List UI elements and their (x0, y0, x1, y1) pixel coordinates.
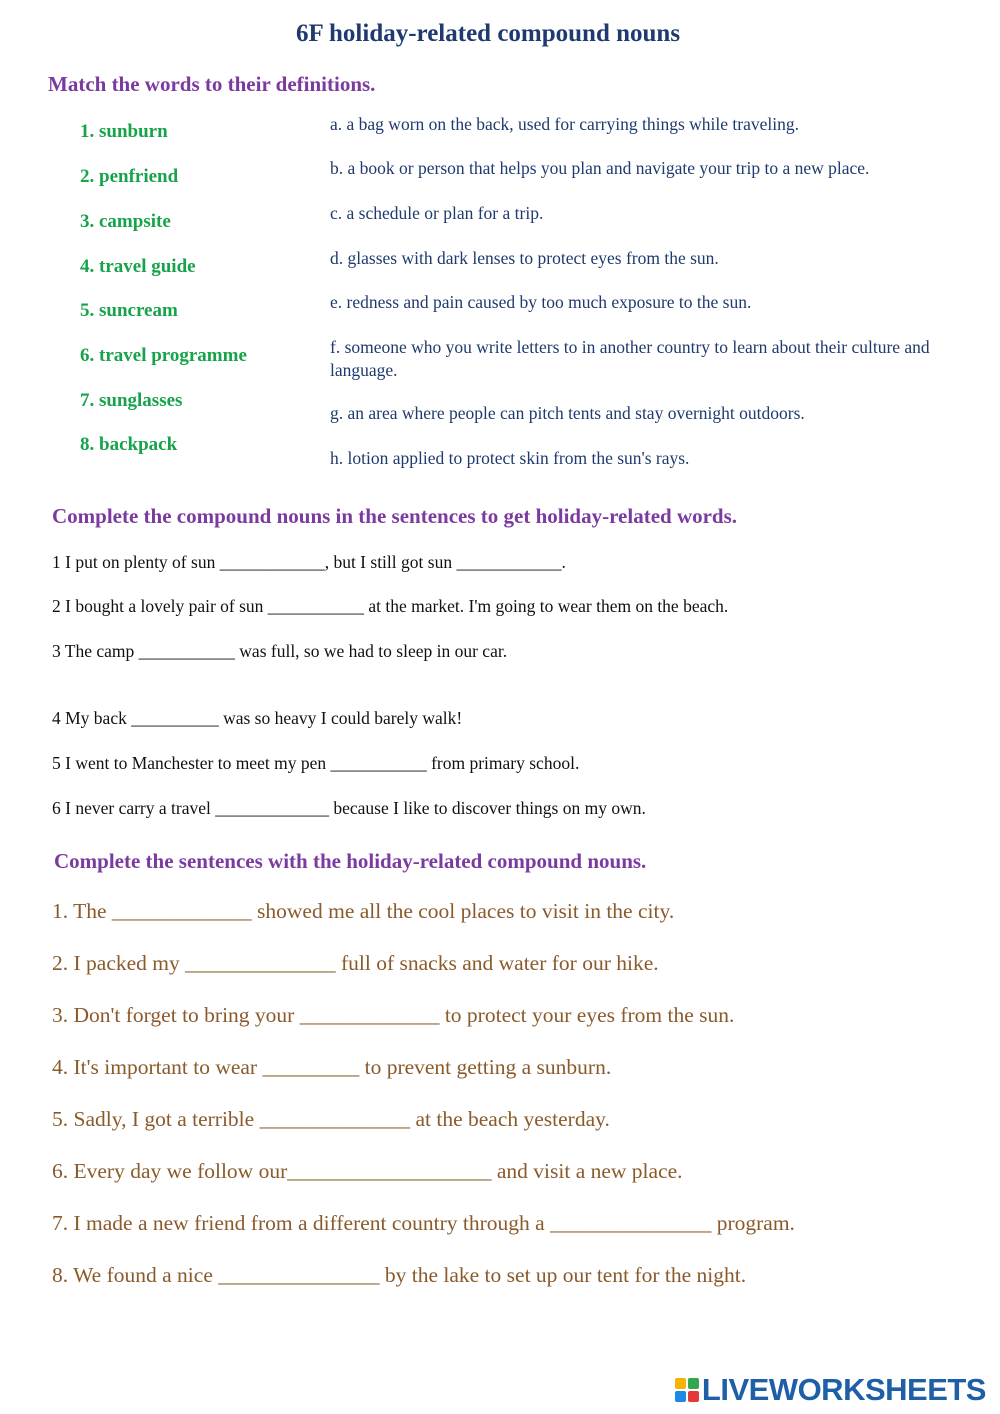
word-item: 6. travel programme (80, 345, 247, 366)
section-heading-match: Match the words to their definitions. (48, 72, 376, 96)
word-item: 2. penfriend (80, 166, 179, 187)
word-item: 3. campsite (80, 211, 171, 232)
section-heading-complete: Complete the sentences with the holiday-related compound nouns. (54, 849, 647, 873)
sentence-item: 3 The camp ___________ was full, so we had to sleep in our car. (52, 641, 508, 661)
sentence-item: 2. I packed my ______________ full of snacks and water for our hike. (52, 951, 659, 975)
sentence-item: 3. Don't forget to bring your _____________ to protect your eyes from the sun. (52, 1003, 735, 1027)
definition-item: g. an area where people can pitch tents and stay overnight outdoors. (330, 403, 805, 423)
word-item: 1. sunburn (80, 121, 168, 142)
definition-item: a. a bag worn on the back, used for carrying things while traveling. (330, 114, 799, 134)
definition-item: b. a book or person that helps you plan and navigate your trip to a new place. (330, 158, 870, 178)
definition-item: e. redness and pain caused by too much exposure to the sun. (330, 292, 752, 312)
section-heading-compound: Complete the compound nouns in the sentences to get holiday-related words. (52, 504, 738, 528)
definition-item: h. lotion applied to protect skin from the sun's rays. (330, 448, 690, 468)
definition-item: d. glasses with dark lenses to protect eyes from the sun. (330, 248, 719, 268)
definition-item: c. a schedule or plan for a trip. (330, 203, 544, 223)
word-item: 8. backpack (80, 434, 178, 455)
word-item: 4. travel guide (80, 256, 196, 277)
liveworksheets-logo[interactable] (675, 1373, 986, 1407)
sentence-item: 4 My back __________ was so heavy I could barely walk! (52, 708, 463, 728)
sentence-item: 7. I made a new friend from a different country through a _______________ program. (52, 1211, 795, 1235)
sentence-item: 5 I went to Manchester to meet my pen ___________ from primary school. (52, 753, 580, 773)
word-item: 5. suncream (80, 300, 178, 321)
sentence-item: 1. The _____________ showed me all the cool places to visit in the city. (52, 899, 675, 923)
sentence-item: 2 I bought a lovely pair of sun ___________ at the market. I'm going to wear them on the beach. (52, 596, 729, 616)
logo-text: LIVEWORKSHEETS (701, 1372, 986, 1407)
sentence-item: 6 I never carry a travel _____________ because I like to discover things on my own. (52, 798, 646, 818)
liveworksheets-logo-icon (675, 1378, 699, 1402)
sentence-item: 5. Sadly, I got a terrible ______________ at the beach yesterday. (52, 1107, 610, 1131)
page-title: 6F holiday-related compound nouns (295, 20, 681, 47)
sentence-item: 1 I put on plenty of sun ____________, but I still got sun ____________. (52, 552, 566, 572)
sentence-item: 6. Every day we follow our___________________ and visit a new place. (52, 1159, 683, 1183)
sentence-item: 8. We found a nice _______________ by the lake to set up our tent for the night. (52, 1263, 747, 1287)
sentence-item: 4. It's important to wear _________ to prevent getting a sunburn. (52, 1055, 612, 1079)
definition-item: f. someone who you write letters to in another country to learn about their culture and language. (330, 337, 930, 380)
word-item: 7. sunglasses (80, 390, 183, 411)
